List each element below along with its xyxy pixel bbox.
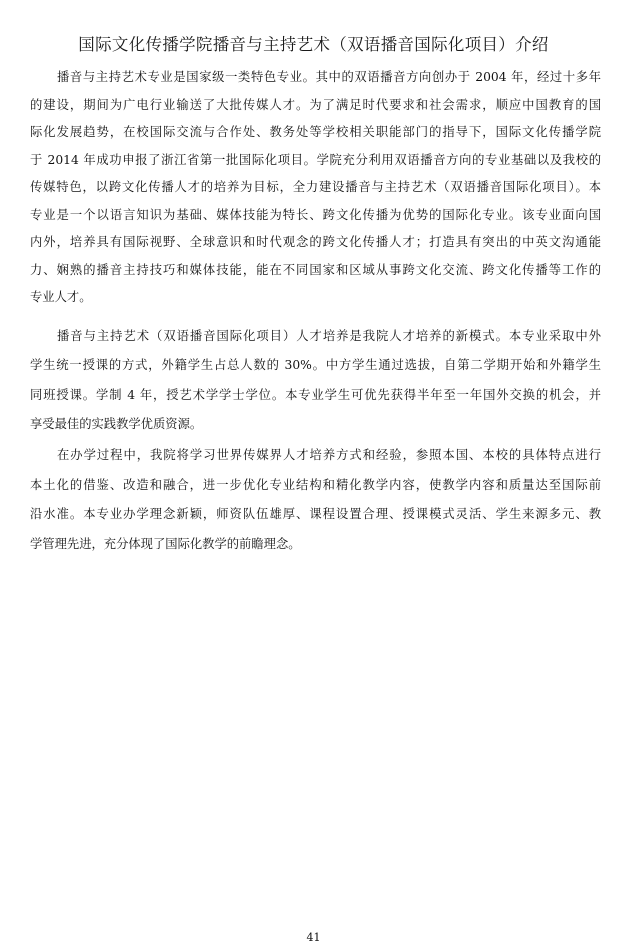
paragraph-line: 享受最佳的实践教学优质资源。 — [30, 416, 203, 431]
paragraph-line: 学管理先进，充分体现了国际化教学的前瞻理念。 — [30, 536, 301, 551]
paragraph-3 — [30, 441, 601, 559]
paragraph-line: 际化发展趋势，在校国际交流与合作处、教务处等学校相关职能部门的指导下，国际文化传播学院 — [30, 125, 601, 139]
paragraph-line: 的建设，期间为广电行业输送了大批传媒人才。为了满足时代要求和社会需求，顺应中国教育的国 — [30, 97, 601, 112]
paragraph-line: 播音与主持艺术专业是国家级一类特色专业。其中的双语播音方向创办于 2004 年，经过十多年 — [57, 70, 601, 84]
paragraph-line: 学生统一授课的方式，外籍学生占总人数的 30%。中方学生通过选拔，自第二学期开始和外籍学生 — [30, 358, 601, 373]
paragraph-line: 力、娴熟的播音主持技巧和媒体技能，能在不同国家和区域从事跨文化交流、跨文化传播等工作的 — [30, 262, 601, 277]
paragraph-2 — [30, 322, 601, 439]
paragraph-line: 专业人才。 — [30, 290, 92, 304]
paragraph-line: 传媒特色，以跨文化传播人才的培养为目标，全力建设播音与主持艺术（双语播音国际化项目）。本 — [30, 180, 601, 194]
paragraph-line: 在办学过程中，我院将学习世界传媒界人才培养方式和经验，参照本国、本校的具体特点进行 — [57, 448, 601, 462]
paragraph-1 — [30, 64, 601, 312]
page-number: 41 — [306, 931, 321, 944]
paragraph-line: 内外，培养具有国际视野、全球意识和时代观念的跨文化传播人才；打造具有突出的中英文沟通能 — [30, 235, 601, 249]
page-title: 国际文化传播学院播音与主持艺术（双语播音国际化项目）介绍 — [78, 35, 549, 54]
paragraph-line: 同班授课。学制 4 年，授艺术学学士学位。本专业学生可优先获得半年至一年国外交换的机会，并 — [30, 387, 601, 402]
paragraph-line: 播音与主持艺术（双语播音国际化项目）人才培养是我院人才培养的新模式。本专业采取中外 — [57, 329, 601, 343]
paragraph-line: 于 2014 年成功申报了浙江省第一批国际化项目。学院充分利用双语播音方向的专业基础以及我校的 — [30, 152, 601, 167]
paragraph-line: 沿水准。本专业办学理念新颖，师资队伍雄厚、课程设置合理、授课模式灵活、学生来源多元、教 — [30, 507, 601, 522]
paragraph-line: 专业是一个以语言知识为基础、媒体技能为特长、跨文化传播为优势的国际化专业。该专业面向国 — [30, 207, 601, 222]
paragraph-line: 本土化的借鉴、改造和融合，进一步优化专业结构和精化教学内容，使教学内容和质量达至国际前 — [30, 477, 601, 492]
